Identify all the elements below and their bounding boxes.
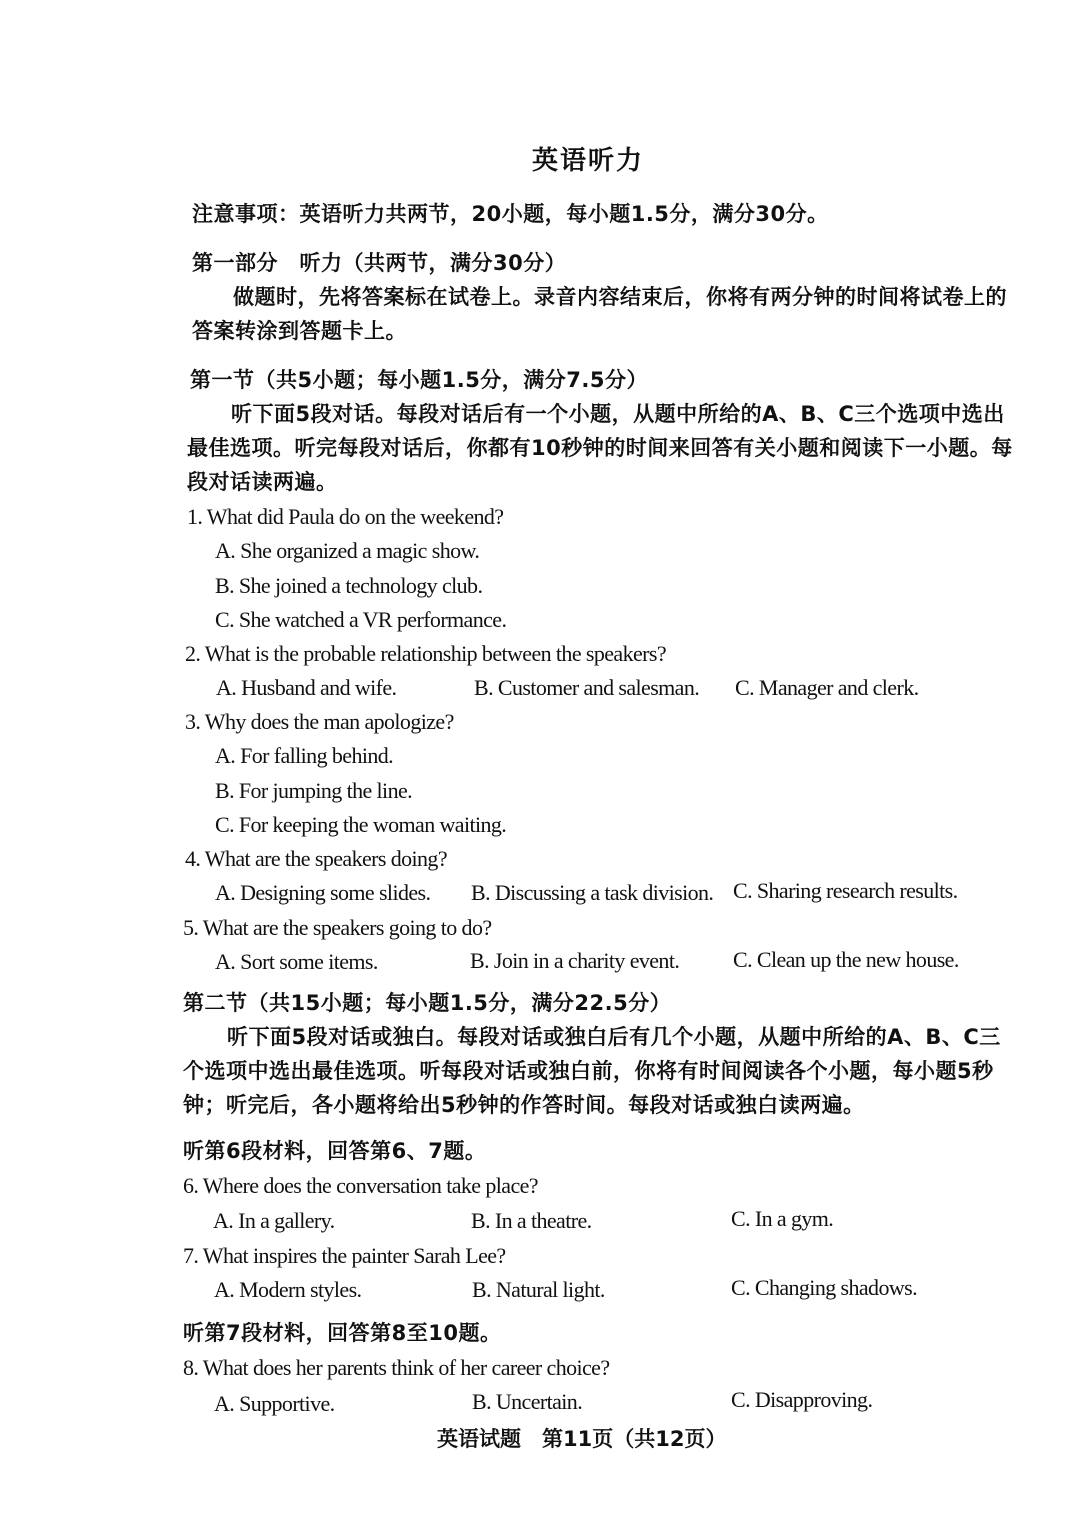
option-b: B. Uncertain.	[472, 1389, 583, 1414]
question-stem: 6. Where does the conversation take place?	[183, 1173, 538, 1198]
option-c: C. Sharing research results.	[733, 878, 958, 903]
material-6-heading: 听第6段材料，回答第6、7题。	[183, 1139, 487, 1163]
option-c: C. Disapproving.	[731, 1387, 873, 1412]
question-stem: 2. What is the probable relationship between the speakers?	[185, 641, 667, 666]
question-stem: 3. Why does the man apologize?	[185, 709, 454, 734]
option-b: B. Discussing a task division.	[471, 880, 714, 905]
option-a: A. For falling behind.	[215, 743, 394, 768]
part1-instruction: 答案转涂到答题卡上。	[192, 319, 407, 343]
option-c: C. Changing shadows.	[731, 1275, 918, 1300]
section2-instruction: 个选项中选出最佳选项。听每段对话或独白前，你将有时间阅读各个小题，每小题5秒	[183, 1059, 994, 1083]
option-a: A. Husband and wife.	[216, 675, 397, 700]
question-stem: 4. What are the speakers doing?	[185, 846, 447, 871]
option-c: C. For keeping the woman waiting.	[215, 812, 507, 837]
option-b: B. In a theatre.	[471, 1208, 592, 1233]
option-a: A. Designing some slides.	[215, 880, 431, 905]
material-7-heading: 听第7段材料，回答第8至10题。	[183, 1321, 502, 1345]
section2-heading: 第二节（共15小题；每小题1.5分，满分22.5分）	[183, 991, 672, 1015]
question-stem: 7. What inspires the painter Sarah Lee?	[183, 1243, 506, 1268]
option-b: B. Customer and salesman.	[474, 675, 700, 700]
page-title: 英语听力	[532, 146, 645, 176]
option-b: B. Natural light.	[472, 1277, 605, 1302]
section1-instruction: 段对话读两遍。	[187, 470, 338, 494]
section1-instruction: 最佳选项。听完每段对话后，你都有10秒钟的时间来回答有关小题和阅读下一小题。每	[187, 436, 1013, 460]
option-c: C. Clean up the new house.	[733, 947, 959, 972]
option-c: C. She watched a VR performance.	[215, 607, 507, 632]
section2-instruction: 听下面5段对话或独白。每段对话或独白后有几个小题，从题中所给的A、B、C三	[227, 1025, 1001, 1049]
question-stem: 5. What are the speakers going to do?	[183, 915, 492, 940]
option-a: A. Sort some items.	[215, 949, 378, 974]
section1-heading: 第一节（共5小题；每小题1.5分，满分7.5分）	[190, 368, 649, 392]
option-c: C. Manager and clerk.	[735, 675, 919, 700]
option-a: A. She organized a magic show.	[215, 538, 480, 563]
question-stem: 1. What did Paula do on the weekend?	[187, 504, 504, 529]
question-stem: 8. What does her parents think of her career choice?	[183, 1355, 610, 1380]
notice: 注意事项：英语听力共两节，20小题，每小题1.5分，满分30分。	[192, 202, 829, 226]
option-a: A. In a gallery.	[213, 1208, 335, 1233]
option-b: B. For jumping the line.	[215, 778, 413, 803]
section1-instruction: 听下面5段对话。每段对话后有一个小题，从题中所给的A、B、C三个选项中选出	[231, 402, 1005, 426]
section2-instruction: 钟；听完后，各小题将给出5秒钟的作答时间。每段对话或独白读两遍。	[183, 1093, 865, 1117]
page-footer: 英语试题 第11页（共12页）	[437, 1427, 727, 1451]
option-b: B. She joined a technology club.	[215, 573, 483, 598]
option-b: B. Join in a charity event.	[470, 948, 680, 973]
option-a: A. Supportive.	[214, 1391, 335, 1416]
part1-instruction: 做题时，先将答案标在试卷上。录音内容结束后，你将有两分钟的时间将试卷上的	[233, 285, 1007, 309]
option-a: A. Modern styles.	[214, 1277, 362, 1302]
option-c: C. In a gym.	[731, 1206, 834, 1231]
part1-heading: 第一部分 听力（共两节，满分30分）	[192, 251, 567, 275]
